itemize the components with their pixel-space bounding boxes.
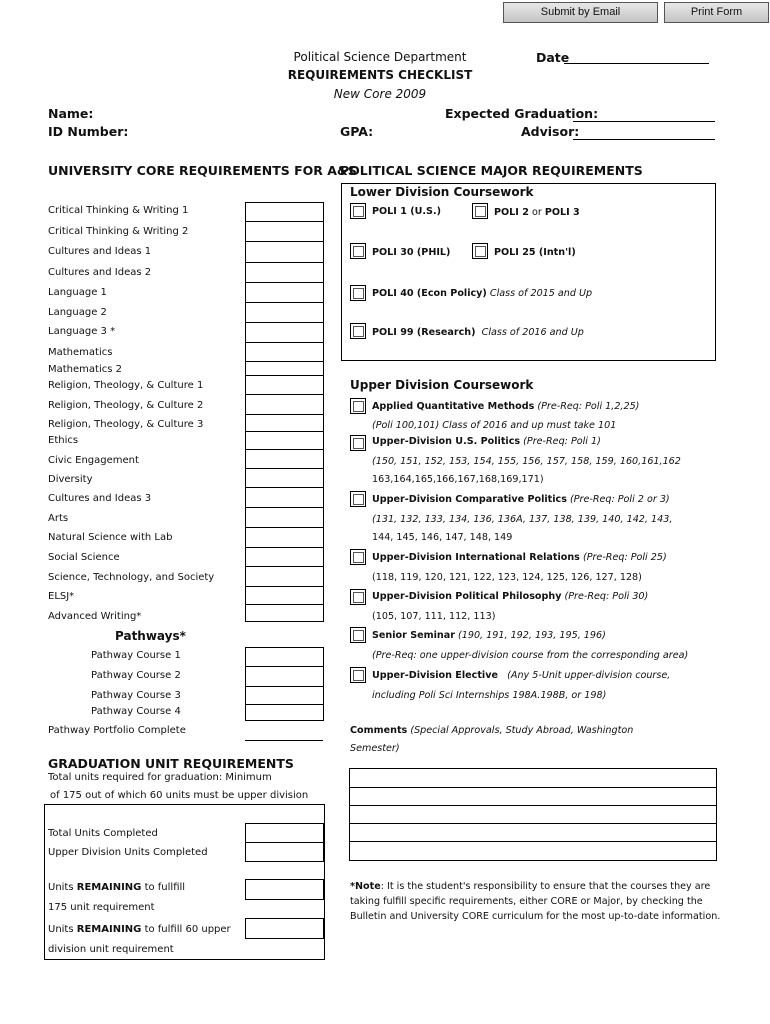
note-line2: taking fulfill specific requirements, either CORE or Major, by checking the [350,896,703,907]
units-remaining-60-label-line2: division unit requirement [48,944,174,955]
pathway-portfolio-field[interactable] [245,740,323,741]
core-item-label: ELSJ* [48,591,75,602]
core-item-label: Mathematics [48,347,113,358]
pathway-entry-field[interactable] [245,666,323,667]
core-item-label: Cultures and Ideas 3 [48,493,152,504]
units-remaining-175-field[interactable] [245,879,324,900]
comparative-politics-courses: (131, 132, 133, 134, 136, 136A, 137, 138, 139, 140, 142, 143, [372,514,673,525]
core-entry-field[interactable] [245,262,323,263]
core-entry-field[interactable] [245,414,323,415]
poli2-checkbox[interactable] [472,203,488,219]
core-entry-field[interactable] [245,566,323,567]
comparative-politics-label: Upper-Division Comparative Politics (Pre-Req: Poli 2 or 3) [372,494,670,505]
core-entry-column [245,202,324,622]
core-entry-field[interactable] [245,282,323,283]
pathway-portfolio-label: Pathway Portfolio Complete [48,725,186,736]
core-item-label: Ethics [48,435,79,446]
submit-by-email-button[interactable]: Submit by Email [503,2,658,23]
poli99-checkbox[interactable] [350,323,366,339]
comments-line [349,805,716,806]
comments-label: Comments (Special Approvals, Study Abroad, Washington [350,725,634,736]
units-remaining-60-field[interactable] [245,918,324,939]
upper-division-title: Upper Division Coursework [350,378,534,392]
upper-units-label: Upper Division Units Completed [48,847,208,858]
core-section-title: UNIVERSITY CORE REQUIREMENTS FOR A&S [48,163,357,178]
department-name: Political Science Department [293,50,467,64]
poli25-label: POLI 25 (Intn'l) [494,247,576,258]
core-item-label: Critical Thinking & Writing 1 [48,205,189,216]
core-item-label: Cultures and Ideas 2 [48,267,152,278]
political-philosophy-checkbox[interactable] [350,589,366,605]
intl-relations-label: Upper-Division International Relations (Pre-Req: Poli 25) [372,552,667,563]
core-entry-field[interactable] [245,322,323,323]
core-item-label: Language 3 * [48,326,116,337]
page-title: REQUIREMENTS CHECKLIST [287,68,473,82]
core-entry-field[interactable] [245,586,323,587]
units-completed-divider [245,842,323,843]
core-item-label: Language 1 [48,287,107,298]
graduation-section-title: GRADUATION UNIT REQUIREMENTS [48,756,294,771]
core-item-label: Mathematics 2 [48,364,122,375]
advisor-label: Advisor: [521,124,580,139]
pathway-entry-column [245,647,324,721]
core-item-label: Arts [48,513,69,524]
units-remaining-175-label: Units REMAINING to fullfill [48,882,186,893]
name-label: Name: [48,106,94,121]
core-entry-field[interactable] [245,487,323,488]
us-politics-courses-2: 163,164,165,166,167,168,169,171) [372,474,544,485]
core-entry-field[interactable] [245,302,323,303]
major-section-title: POLITICAL SCIENCE MAJOR REQUIREMENTS [340,163,643,178]
pathway-course-label: Pathway Course 3 [91,690,181,701]
comments-line [349,841,716,842]
comments-label-line2: Semester) [350,743,400,754]
core-item-label: Religion, Theology, & Culture 1 [48,380,204,391]
units-remaining-60-label: Units REMAINING to fulfill 60 upper [48,924,231,935]
elective-label: Upper-Division Elective (Any 5-Unit upper-division course, [372,670,671,681]
pathway-entry-field[interactable] [245,686,323,687]
poli40-checkbox[interactable] [350,285,366,301]
expected-graduation-label: Expected Graduation: [445,106,599,121]
quant-methods-label: Applied Quantitative Methods (Pre-Req: Poli 1,2,25) [372,401,640,412]
page-subtitle: New Core 2009 [333,87,427,101]
core-item-label: Diversity [48,474,93,485]
intl-relations-courses: (118, 119, 120, 121, 122, 123, 124, 125, 126, 127, 128) [372,572,642,583]
core-item-label: Language 2 [48,307,107,318]
core-entry-field[interactable] [245,468,323,469]
core-item-label: Religion, Theology, & Culture 3 [48,419,204,430]
core-entry-field[interactable] [245,375,323,376]
poli2-label: POLI 2 or POLI 3 [494,207,580,218]
core-entry-field[interactable] [245,547,323,548]
pathway-course-label: Pathway Course 4 [91,706,181,717]
graduation-desc-line1: Total units required for graduation: Minimum [48,772,272,783]
note-line1: *Note: It is the student's responsibility to ensure that the courses they are [350,881,711,892]
comparative-politics-courses-2: 144, 145, 146, 147, 148, 149 [372,532,513,543]
senior-seminar-detail: (Pre-Req: one upper-division course from the corresponding area) [372,650,689,661]
units-remaining-175-label-line2: 175 unit requirement [48,902,155,913]
core-item-label: Civic Engagement [48,455,139,466]
poli1-checkbox[interactable] [350,203,366,219]
date-field[interactable] [564,63,709,64]
advisor-field[interactable] [573,139,715,140]
intl-relations-checkbox[interactable] [350,549,366,565]
elective-detail: including Poli Sci Internships 198A.198B, or 198) [372,690,607,701]
us-politics-courses: (150, 151, 152, 153, 154, 155, 156, 157, 158, 159, 160,161,162 [372,456,681,467]
political-philosophy-label: Upper-Division Political Philosophy (Pre-Req: Poli 30) [372,591,649,602]
comments-box[interactable] [349,768,717,861]
comments-line [349,787,716,788]
pathways-title: Pathways* [115,629,186,643]
core-entry-field[interactable] [245,342,323,343]
core-entry-field[interactable] [245,527,323,528]
quant-methods-detail: (Poli 100,101) Class of 2016 and up must take 101 [372,420,617,431]
quant-methods-checkbox[interactable] [350,398,366,414]
expected-graduation-field[interactable] [573,121,715,122]
core-entry-field[interactable] [245,221,323,222]
id-number-label: ID Number: [48,124,129,139]
pathway-course-label: Pathway Course 2 [91,670,181,681]
core-item-label: Religion, Theology, & Culture 2 [48,400,204,411]
pathway-entry-field[interactable] [245,704,323,705]
core-entry-field[interactable] [245,431,323,432]
core-entry-field[interactable] [245,449,323,450]
poli1-label: POLI 1 (U.S.) [372,206,441,217]
poli40-label: POLI 40 (Econ Policy) Class of 2015 and Up [372,288,593,299]
core-entry-field[interactable] [245,507,323,508]
core-item-label: Natural Science with Lab [48,532,173,543]
note-line3: Bulletin and University CORE curriculum for the most up-to-date information. [350,911,721,922]
gpa-label: GPA: [340,124,374,139]
poli30-checkbox[interactable] [350,243,366,259]
poli30-label: POLI 30 (PHIL) [372,247,451,258]
elective-checkbox[interactable] [350,667,366,683]
poli99-label: POLI 99 (Research) Class of 2016 and Up [372,327,584,338]
core-entry-field[interactable] [245,604,323,605]
senior-seminar-label: Senior Seminar (190, 191, 192, 193, 195, 196) [372,630,606,641]
core-entry-field[interactable] [245,394,323,395]
core-item-label: Advanced Writing* [48,611,142,622]
lower-division-title: Lower Division Coursework [350,185,534,199]
core-item-label: Cultures and Ideas 1 [48,246,152,257]
core-entry-field[interactable] [245,361,323,362]
graduation-desc-line2: of 175 out of which 60 units must be upper division [50,790,309,801]
core-entry-field[interactable] [245,241,323,242]
total-units-label: Total Units Completed [48,828,158,839]
us-politics-label: Upper-Division U.S. Politics (Pre-Req: Poli 1) [372,436,601,447]
core-item-label: Science, Technology, and Society [48,572,215,583]
political-philosophy-courses: (105, 107, 111, 112, 113) [372,611,496,622]
us-politics-checkbox[interactable] [350,435,366,451]
senior-seminar-checkbox[interactable] [350,627,366,643]
core-item-label: Critical Thinking & Writing 2 [48,226,189,237]
print-form-button[interactable]: Print Form [664,2,769,23]
core-item-label: Social Science [48,552,120,563]
date-label: Date [536,50,570,65]
comments-line [349,823,716,824]
comparative-politics-checkbox[interactable] [350,491,366,507]
poli25-checkbox[interactable] [472,243,488,259]
pathway-course-label: Pathway Course 1 [91,650,181,661]
